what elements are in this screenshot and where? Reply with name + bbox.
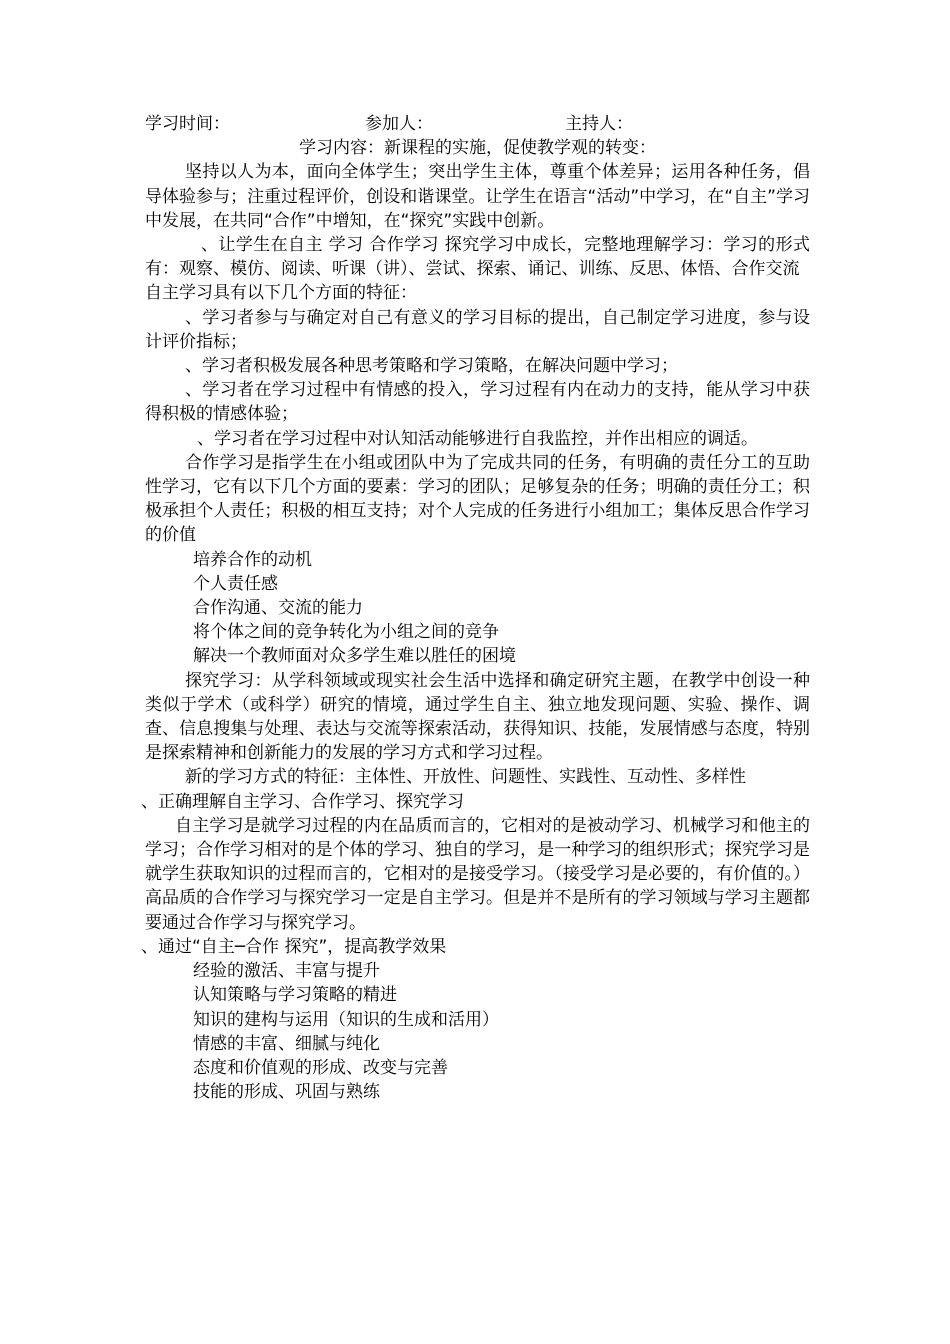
document-page [141, 112, 810, 1104]
paragraph-feature-4: 、学习者在学习过程中对认知活动能够进行自我监控，并作出相应的调适。 [197, 428, 758, 449]
cooperation-values-list [145, 548, 810, 669]
list-item: 将个体之间的竞争转化为小组之间的竞争 [193, 622, 499, 643]
list-item: 个人责任感 [193, 573, 278, 594]
host-label: 主持人： [565, 114, 633, 134]
paragraph-feature-2: 、学习者积极发展各种思考策略和学习策略，在解决问题中学习； [185, 356, 678, 377]
paragraph-comparison: 自主学习是就学习过程的内在品质而言的，它相对的是被动学习、机械学习和他主的学习；合作学习相对的是个体的学习、独自的学习，是一种学习的组织形式；探究学习是就学生获取知识的过程而言的，它相对的是接受学习。（接受学习是必要的，有价值的。）高品质的合作学习与探究学习一定是自主学习。但是并不是所有的学习领域与学习主题都要通过合作学习与探究学习。 [145, 815, 810, 933]
participants-label: 参加人： [365, 114, 433, 134]
content-title: 学习内容：新课程的实施，促使教学观的转变： [299, 138, 656, 159]
list-item: 技能的形成、巩固与熟练 [193, 1082, 380, 1103]
list-item: 合作沟通、交流的能力 [193, 598, 363, 619]
meeting-header [145, 112, 810, 136]
paragraph-inquiry-learning: 探究学习：从学科领域或现实社会生活中选择和确定研究主题，在教学中创设一种类似于学术（或科学）研究的情境，通过学生自主、独立地发现问题、实验、操作、调查、信息搜集与处理、表达与交流等探索活动，获得知识、技能，发展情感与态度，特别是探索精神和创新能力的发展的学习方式和学习过程。 [145, 670, 810, 764]
study-time-label: 学习时间： [145, 114, 230, 134]
list-item: 培养合作的动机 [193, 549, 312, 570]
list-item: 态度和价值观的形成、改变与完善 [193, 1057, 448, 1078]
paragraph-new-features: 新的学习方式的特征：主体性、开放性、问题性、实践性、互动性、多样性 [185, 767, 746, 788]
list-item: 解决一个教师面对众多学生难以胜任的困境 [193, 646, 516, 667]
section-heading-effects: 、通过“自主─合作 探究”，提高教学效果 [141, 936, 447, 957]
section-heading-understanding: 、正确理解自主学习、合作学习、探究学习 [141, 791, 464, 812]
effects-list [145, 959, 810, 1104]
list-item: 情感的丰富、细腻与纯化 [193, 1033, 380, 1054]
list-item: 经验的激活、丰富与提升 [193, 961, 380, 982]
paragraph-autonomous-intro: 自主学习具有以下几个方面的特征： [145, 283, 417, 304]
paragraph-feature-3: 、学习者在学习过程中有情感的投入，学习过程有内在动力的支持，能从学习中获得积极的情感体验； [145, 380, 810, 425]
paragraph-principles: 坚持以人为本，面向全体学生；突出学生主体，尊重个体差异；运用各种任务，倡导体验参与；注重过程评价，创设和谐课堂。让学生在语言“活动”中学习，在“自主”学习中发展，在共同“合作”中增知，在“探究”实践中创新。 [145, 162, 810, 231]
paragraph-cooperative-learning: 合作学习是指学生在小组或团队中为了完成共同的任务，有明确的责任分工的互助性学习，它有以下几个方面的要素：学习的团队；足够复杂的任务；明确的责任分工；积极承担个人责任；积极的相互支持；对个人完成的任务进行小组加工；集体反思合作学习的价值 [145, 452, 810, 546]
paragraph-feature-1: 、学习者参与与确定对自己有意义的学习目标的提出，自己制定学习进度，参与设计评价指标； [145, 307, 810, 352]
list-item: 认知策略与学习策略的精进 [193, 985, 397, 1006]
list-item: 知识的建构与运用（知识的生成和活用） [193, 1009, 499, 1030]
paragraph-learning-forms: 、让学生在自主 学习 合作学习 探究学习中成长，完整地理解学习：学习的形式有：观察、模仿、阅读、听课（讲）、尝试、探索、诵记、训练、反思、体悟、合作交流 [145, 235, 810, 280]
